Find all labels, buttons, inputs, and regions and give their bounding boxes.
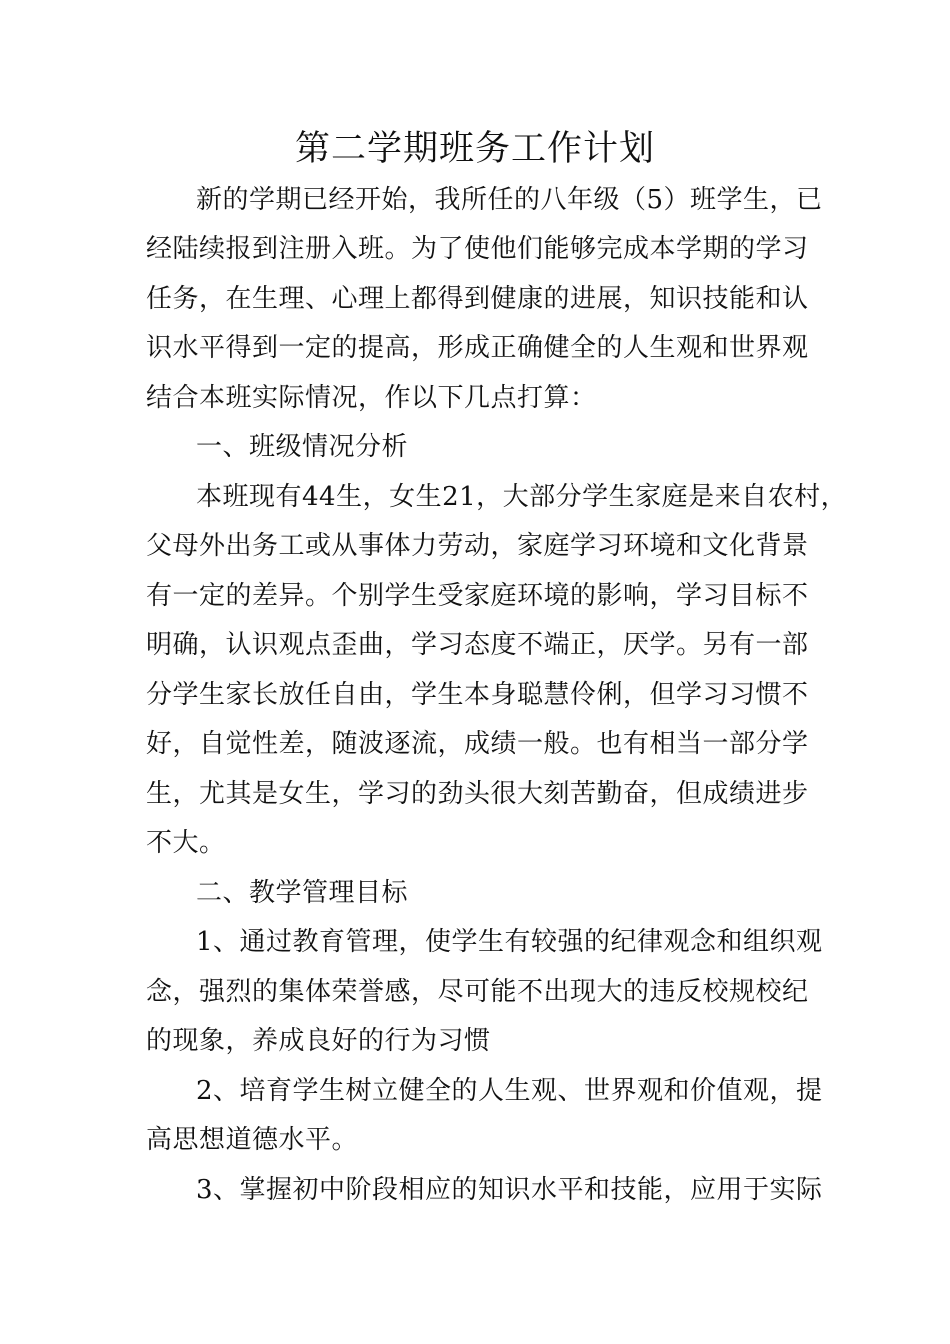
paragraph-line: 本班现有44生，女生21，大部分学生家庭是来自农村， bbox=[196, 482, 848, 512]
paragraph-line: 结合本班实际情况，作以下几点打算： bbox=[146, 383, 597, 413]
paragraph-line: 3、掌握初中阶段相应的知识水平和技能，应用于实际 bbox=[196, 1175, 823, 1205]
paragraph-line: 生，尤其是女生，学习的劲头很大刻苦勤奋，但成绩进步 bbox=[146, 779, 809, 809]
section-heading: 二、教学管理目标 bbox=[196, 878, 409, 908]
paragraph-line: 新的学期已经开始，我所任的八年级（5）班学生，已 bbox=[196, 185, 823, 215]
paragraph-line: 识水平得到一定的提高，形成正确健全的人生观和世界观 bbox=[146, 333, 809, 363]
document-title: 第二学期班务工作计划 bbox=[294, 129, 655, 169]
paragraph-line: 的现象，养成良好的行为习惯 bbox=[146, 1026, 491, 1056]
paragraph-line: 1、通过教育管理，使学生有较强的纪律观念和组织观 bbox=[196, 927, 823, 957]
paragraph-line: 任务，在生理、心理上都得到健康的进展，知识技能和认 bbox=[146, 284, 809, 314]
paragraph-line: 不大。 bbox=[146, 828, 226, 858]
paragraph-line: 念，强烈的集体荣誉感，尽可能不出现大的违反校规校纪 bbox=[146, 977, 809, 1007]
paragraph-line: 有一定的差异。个别学生受家庭环境的影响，学习目标不 bbox=[146, 581, 809, 611]
paragraph-line: 分学生家长放任自由，学生本身聪慧伶俐，但学习习惯不 bbox=[146, 680, 809, 710]
paragraph-line: 2、培育学生树立健全的人生观、世界观和价值观，提 bbox=[196, 1076, 823, 1106]
paragraph-line: 高思想道德水平。 bbox=[146, 1125, 359, 1155]
paragraph-line: 父母外出务工或从事体力劳动，家庭学习环境和文化背景 bbox=[146, 531, 809, 561]
paragraph-line: 明确，认识观点歪曲，学习态度不端正，厌学。另有一部 bbox=[146, 630, 809, 660]
paragraph-line: 经陆续报到注册入班。为了使他们能够完成本学期的学习 bbox=[146, 234, 809, 264]
section-heading: 一、班级情况分析 bbox=[196, 432, 409, 462]
paragraph-line: 好，自觉性差，随波逐流，成绩一般。也有相当一部分学 bbox=[146, 729, 809, 759]
